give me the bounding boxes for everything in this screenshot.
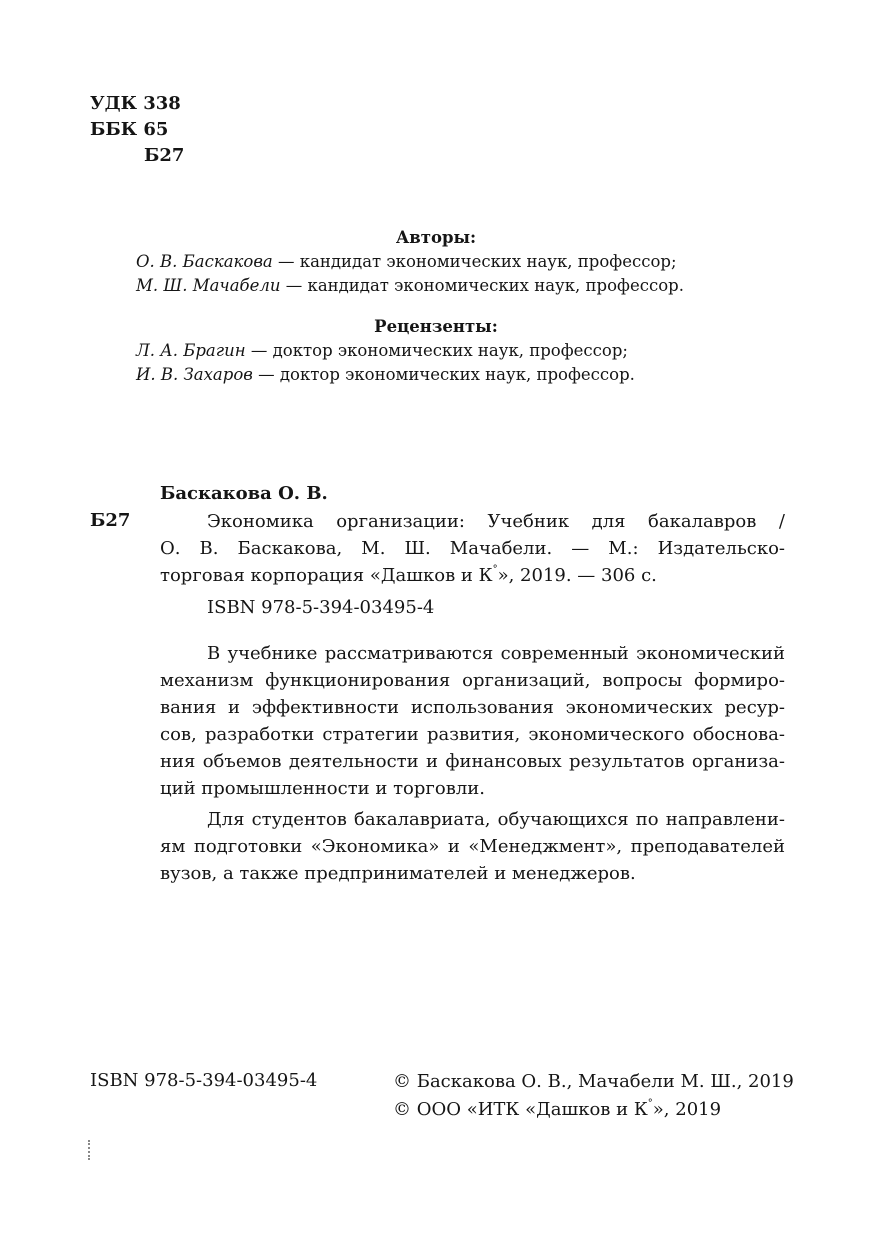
citation-line: Экономика организации: Учебник для бакалавров / — [207, 511, 785, 532]
author-entry — [136, 250, 736, 274]
citation-line: торговая корпорация «Дашков и К°», 2019. — 306 с. — [160, 564, 657, 586]
annotation-line: В учебнике рассматриваются современный экономический — [207, 643, 785, 664]
footer-copyrights — [393, 1068, 794, 1124]
catalog-isbn: ISBN 978-5-394-03495-4 — [207, 597, 435, 618]
annotation-line: вания и эффективности использования экономических ресур- — [160, 697, 785, 718]
udk-code: УДК 338 — [90, 93, 181, 114]
authors-section — [136, 226, 736, 298]
reviewers-heading: Рецензенты: — [374, 317, 498, 336]
reviewer-name: Л. А. Брагин — [136, 341, 246, 360]
reviewer-entry — [136, 363, 736, 387]
reviewer-title: — доктор экономических наук, профессор. — [252, 365, 635, 384]
catalog-citation — [160, 508, 785, 621]
reviewer-name: И. В. Захаров — [136, 365, 253, 384]
author-title: — кандидат экономических наук, профессор. — [280, 276, 684, 295]
authors-heading: Авторы: — [395, 228, 477, 247]
annotation-line: ций промышленности и торговли. — [160, 778, 485, 799]
annotation — [160, 640, 785, 887]
copyright-authors: © Баскакова О. В., Мачабели М. Ш., 2019 — [393, 1071, 794, 1092]
catalog-author-heading: Баскакова О. В. — [160, 483, 328, 504]
author-entry — [136, 274, 736, 298]
reviewers-section — [136, 315, 736, 387]
reviewer-entry — [136, 339, 736, 363]
annotation-line: механизм функционирования организаций, вопросы формиро- — [160, 670, 785, 691]
author-name: О. В. Баскакова — [136, 252, 273, 271]
annotation-line: сов, разработки стратегии развития, экономического обоснова- — [160, 724, 785, 745]
annotation-line: ям подготовки «Экономика» и «Менеджмент», преподавателей — [160, 836, 785, 857]
reviewer-title: — доктор экономических наук, профессор; — [245, 341, 628, 360]
author-title: — кандидат экономических наук, профессор; — [272, 252, 677, 271]
footer-isbn: ISBN 978-5-394-03495-4 — [90, 1070, 318, 1091]
citation-line: О. В. Баскакова, М. Ш. Мачабели. — М.: Издательско- — [160, 538, 785, 559]
annotation-line: Для студентов бакалавриата, обучающихся по направлени- — [207, 809, 785, 830]
bbk-code: ББК 65 — [90, 119, 169, 140]
copyright-publisher: © ООО «ИТК «Дашков и К°», 2019 — [393, 1098, 722, 1120]
catalog-mark: Б27 — [90, 510, 131, 531]
author-mark: Б27 — [144, 145, 185, 166]
classification-codes — [90, 91, 184, 169]
scan-mark — [88, 1140, 92, 1160]
author-name: М. Ш. Мачабели — [136, 276, 281, 295]
annotation-line: вузов, а также предпринимателей и менеджеров. — [160, 863, 636, 884]
annotation-line: ния объемов деятельности и финансовых результатов организа- — [160, 751, 785, 772]
